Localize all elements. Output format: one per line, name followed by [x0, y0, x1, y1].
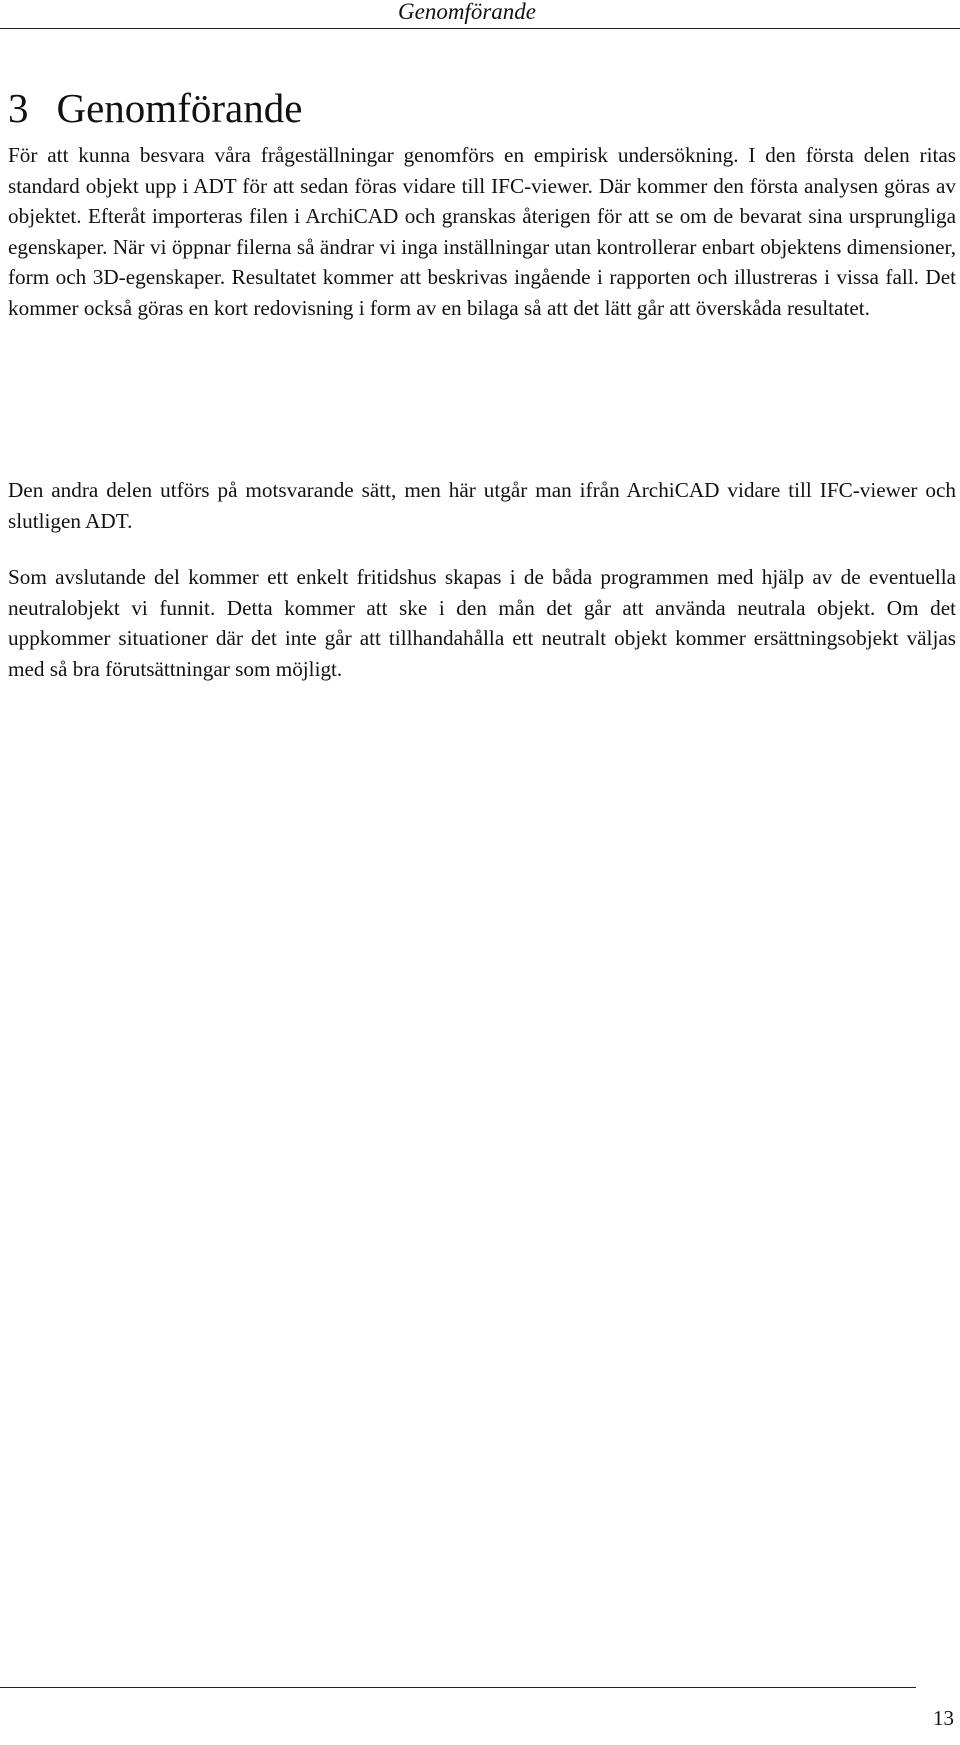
running-title: Genomförande — [398, 0, 536, 24]
paragraph-2: Den andra delen utförs på motsvarande sätt, men här utgår man ifrån ArchiCAD vidare till IFC-viewer och slutligen ADT. — [8, 478, 956, 533]
paragraph-3: Som avslutande del kommer ett enkelt fritidshus skapas i de båda programmen med hjälp av de eventuella neutralobjekt vi funnit. Detta kommer att ske i den mån det går att använda neutrala objekt. Om det uppkommer situationer där det inte går att tillhandahålla ett neutralt objekt kommer ersättningsobjekt väljas med så bra förutsättningar som möjligt. — [8, 565, 956, 681]
chapter-heading — [8, 84, 302, 132]
footer-rule — [0, 1687, 916, 1688]
paragraph-1: För att kunna besvara våra frågeställningar genomförs en empirisk undersökning. I den första delen ritas standard objekt upp i ADT för att sedan föras vidare till IFC-viewer. Där kommer den första analysen göras av objektet. Efteråt importeras filen i ArchiCAD och granskas återigen för att se om de bevarat sina ursprungliga egenskaper. När vi öppnar filerna så ändrar vi inga inställningar utan kontrollerar enbart objektens dimensioner, form och 3D-egenskaper. Resultatet kommer att beskrivas ingående i rapporten och illustreras i vissa fall. Det kommer också göras en kort redovisning i form av en bilaga så att det lätt går att överskåda resultatet. — [8, 143, 956, 320]
chapter-title: Genomförande — [56, 85, 303, 131]
page-number: 13 — [933, 1706, 954, 1730]
page-header — [0, 0, 960, 29]
chapter-number: 3 — [8, 85, 29, 131]
